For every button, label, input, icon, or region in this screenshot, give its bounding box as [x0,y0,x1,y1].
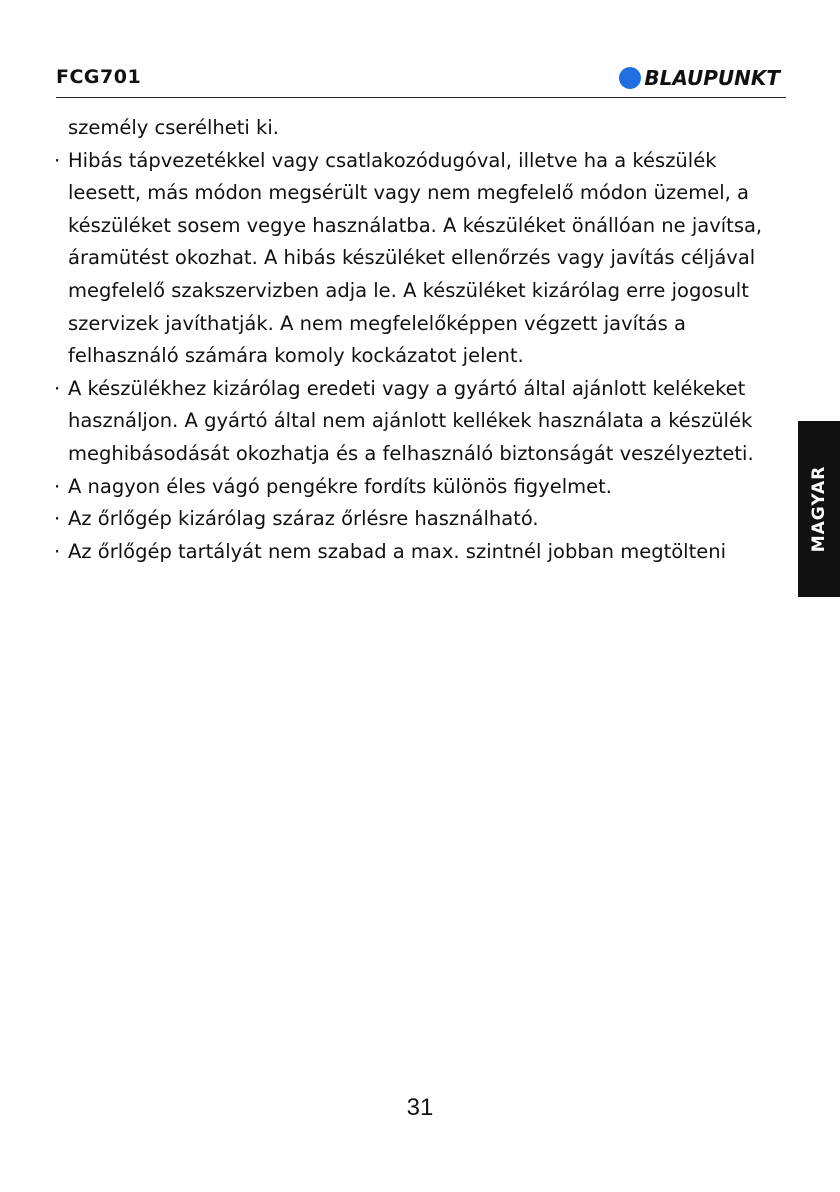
language-tab [798,421,840,597]
list-item [54,145,790,373]
list-item [54,503,790,536]
bullet-icon: · [54,148,61,172]
blaupunkt-dot-icon [619,67,641,89]
bullet-icon: · [54,376,61,400]
continuation-text: személy cserélheti ki. [68,116,279,139]
list-item-text: Az őrlőgép kizárólag száraz őrlésre használható. [68,507,539,531]
brand-name: BLAUPUNKT [644,66,780,90]
header-divider [56,97,786,98]
language-tab-label: MAGYAR [809,465,829,553]
page-body [54,112,790,568]
bullet-icon: · [54,474,61,498]
list-item [54,536,790,569]
list-item [54,373,790,471]
list-item-text: A készülékhez kizárólag eredeti vagy a gyártó által ajánlott kelékeket használjon. A gyártó által nem ajánlott kellékek használata a készülék meghibásodását okozhatja és a felhasználó biztonságát veszélyezteti. [68,376,754,465]
list-item-text: Hibás tápvezetékkel vagy csatlakozódugóval, illetve ha a készülék leesett, más módon megsérült vagy nem megfelelő módon üzemel, a készüléket sosem vegye használatba. A készüléket önállóan ne javítsa, áramütést okozhat. A hibás készüléket ellenőrzés vagy javítás céljával megfelelő szakszervizben adja le. A készüléket kizárólag erre jogosult szervizek javíthatják. A nem megfelelőképpen végzett javítás a felhasználó számára komoly kockázatot jelent. [68,148,763,368]
list-item-text: Az őrlőgép tartályát nem szabad a max. szintnél jobban megtölteni [68,539,726,563]
page-number: 31 [406,1094,434,1121]
page-header [56,66,784,98]
list-item [54,471,790,504]
model-number: FCG701 [56,66,142,88]
list-item-text: A nagyon éles vágó pengékre fordíts különös figyelmet. [68,474,612,498]
bullet-icon: · [54,539,61,563]
brand-logo [619,66,780,90]
bullet-icon: · [54,507,61,531]
